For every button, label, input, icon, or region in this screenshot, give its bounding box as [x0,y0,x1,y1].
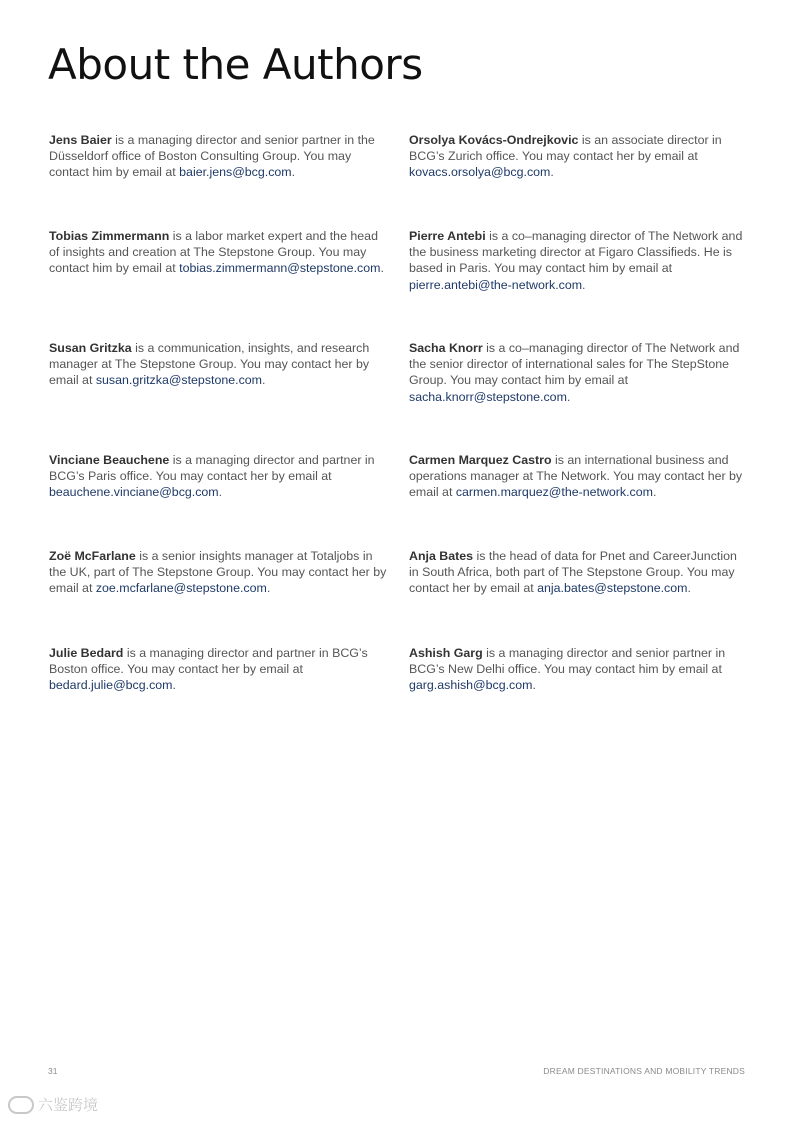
author-description: is the head of data for Pnet and CareerJunction in South Africa, both part of The Stepstone Group. You may contact her by email at [409,549,737,596]
author-email-link[interactable]: bedard.julie@bcg.com [49,678,173,693]
author-description: is an international business and operations manager at The Network. You may contact her by email at [409,453,743,500]
author-name: Anja Bates [409,549,474,563]
author-email-link[interactable]: garg.ashish@bcg.com [409,678,533,693]
author-description: is a communication, insights, and research manager at The Stepstone Group. You may contact her by email at [49,341,370,388]
author-email-link[interactable]: kovacs.orsolya@bcg.com [409,165,551,180]
author-bio: Sacha Knorr is a co–managing director of The Network and the senior director of international sales for The StepStone Group. You may contact him by email at sacha.knorr@stepstone.com. [409,341,740,404]
author-name: Ashish Garg [409,646,483,660]
author-email-link[interactable]: anja.bates@stepstone.com [537,581,688,596]
author-bio: Susan Gritzka is a communication, insights, and research manager at The Stepstone Group. You may contact her by email at susan.gritzka@stepstone.com. [49,341,370,388]
author-name: Pierre Antebi [409,229,486,243]
author-bio: Carmen Marquez Castro is an international business and operations manager at The Network. You may contact her by email at carmen.marquez@the-network.com. [409,453,743,500]
author-description: is an associate director in BCG’s Zurich office. You may contact her by email at [409,133,722,164]
author-description: is a senior insights manager at Totaljobs in the UK, part of The Stepstone Group. You may contact her by email at [49,549,387,596]
author-bio: Tobias Zimmermann is a labor market expert and the head of insights and creation at The Stepstone Group. You may contact him by email at tobias.zimmermann@stepstone.com. [49,229,384,276]
author-name: Vinciane Beauchene [49,453,170,467]
author-email-link[interactable]: susan.gritzka@stepstone.com [95,373,262,388]
author-name: Jens Baier [49,133,112,147]
author-email-link[interactable]: pierre.antebi@the-network.com [409,277,583,292]
report-title: DREAM DESTINATIONS AND MOBILITY TRENDS [543,1066,745,1076]
author-name: Zoë McFarlane [49,549,136,563]
watermark [8,1094,98,1115]
author-email-link[interactable]: sacha.knorr@stepstone.com [409,389,567,404]
author-email-link[interactable]: carmen.marquez@the-network.com [455,485,653,500]
author-email-link[interactable]: tobias.zimmermann@stepstone.com [179,261,381,276]
author-bio: Anja Bates is the head of data for Pnet and CareerJunction in South Africa, both part of The Stepstone Group. You may contact her by email at anja.bates@stepstone.com. [409,549,737,596]
author-description: is a managing director and partner in BCG’s Boston office. You may contact her by email at [49,646,368,677]
author-email-link[interactable]: beauchene.vinciane@bcg.com [49,485,219,500]
author-name: Susan Gritzka [49,341,132,355]
author-email-link[interactable]: zoe.mcfarlane@stepstone.com [95,581,267,596]
author-name: Orsolya Kovács-Ondrejkovic [409,133,579,147]
author-bio: Orsolya Kovács-Ondrejkovic is an associate director in BCG’s Zurich office. You may contact her by email at kovacs.orsolya@bcg.com. [409,133,722,180]
author-bio: Pierre Antebi is a co–managing director of The Network and the business marketing director at Figaro Classifieds. He is based in Paris. You may contact him by email at pierre.antebi@the-network.com. [409,229,743,292]
author-name: Carmen Marquez Castro [409,453,552,467]
page-number: 31 [48,1066,58,1076]
author-name: Sacha Knorr [409,341,483,355]
watermark-text: 六鉴跨境 [38,1097,99,1114]
author-description: is a co–managing director of The Network and the business marketing director at Figaro Classifieds. He is based in Paris. You may contact him by email at [409,229,743,276]
author-description: is a managing director and partner in BCG’s Paris office. You may contact her by email at [49,453,375,484]
author-bio: Zoë McFarlane is a senior insights manager at Totaljobs in the UK, part of The Stepstone Group. You may contact her by email at zoe.mcfarlane@stepstone.com. [49,549,387,596]
author-email-link[interactable]: baier.jens@bcg.com [179,165,292,180]
page-title: About the Authors [48,40,423,89]
author-bio: Vinciane Beauchene is a managing director and partner in BCG’s Paris office. You may contact her by email at beauchene.vinciane@bcg.com. [49,453,375,500]
watermark-logo-icon [8,1096,34,1114]
author-name: Julie Bedard [49,646,124,660]
author-bio: Julie Bedard is a managing director and partner in BCG’s Boston office. You may contact her by email at bedard.julie@bcg.com. [49,646,368,693]
author-description: is a co–managing director of The Network and the senior director of international sales for The StepStone Group. You may contact him by email at [409,341,740,388]
author-bio: Ashish Garg is a managing director and senior partner in BCG’s New Delhi office. You may contact him by email at garg.ashish@bcg.com. [409,646,726,693]
author-name: Tobias Zimmermann [49,229,170,243]
author-description: is a labor market expert and the head of insights and creation at The Stepstone Group. You may contact him by email at [49,229,378,276]
author-bio: Jens Baier is a managing director and senior partner in the Düsseldorf office of Boston Consulting Group. You may contact him by email at baier.jens@bcg.com. [49,133,375,180]
author-description: is a managing director and senior partner in BCG’s New Delhi office. You may contact him by email at [409,646,726,677]
author-description: is a managing director and senior partner in the Düsseldorf office of Boston Consulting Group. You may contact him by email at [49,133,375,180]
